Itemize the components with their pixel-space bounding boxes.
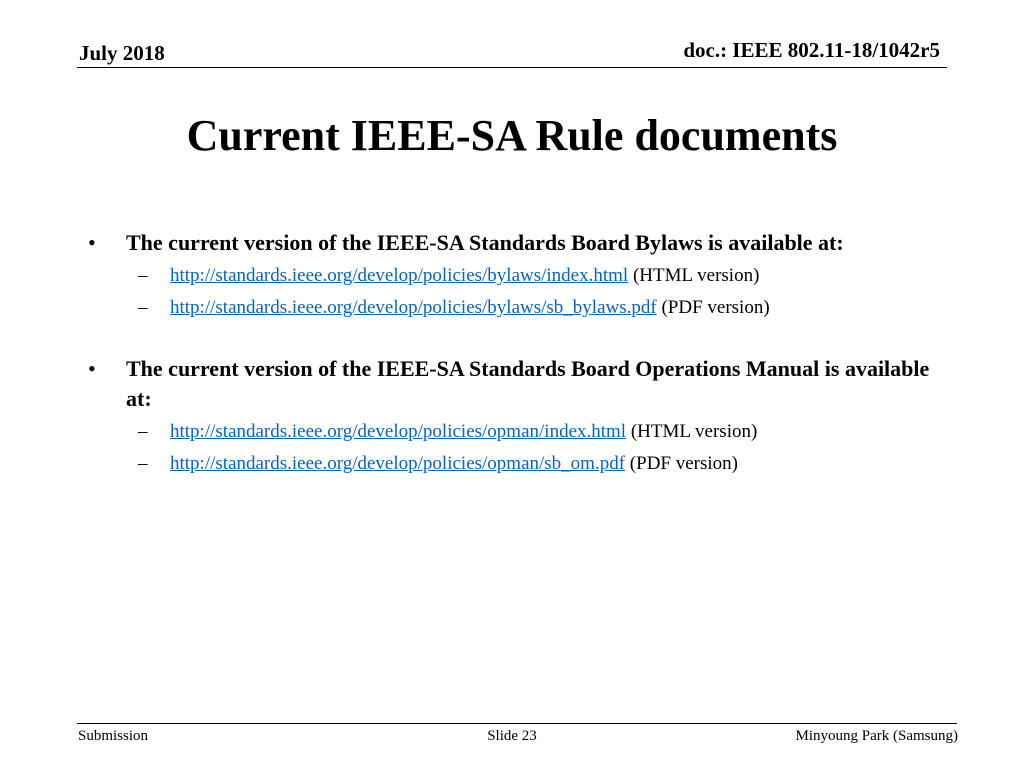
footer-slide-number: Slide 23	[487, 728, 537, 744]
sub-marker: –	[138, 421, 148, 442]
sub-marker: –	[138, 297, 148, 318]
bullet-text: The current version of the IEEE-SA Standards Board Operations Manual is available at:	[126, 356, 930, 411]
bullet-bylaws	[88, 228, 958, 322]
sub-marker: –	[138, 265, 148, 286]
bullet-text: The current version of the IEEE-SA Standards Board Bylaws is available at:	[126, 230, 844, 255]
bylaws-pdf-link[interactable]: http://standards.ieee.org/develop/policies/bylaws/sb_bylaws.pdf	[170, 297, 657, 318]
sub-item	[138, 449, 958, 478]
header-doc-id: doc.: IEEE 802.11-18/1042r5	[683, 38, 940, 62]
link-suffix: (HTML version)	[628, 265, 760, 286]
footer-divider	[77, 723, 957, 724]
footer-author: Minyoung Park (Samsung)	[795, 728, 958, 744]
sub-item	[138, 293, 958, 322]
opman-html-link[interactable]: http://standards.ieee.org/develop/policies/opman/index.html	[170, 421, 627, 442]
bylaws-html-link[interactable]: http://standards.ieee.org/develop/policies/bylaws/index.html	[170, 265, 629, 286]
sub-item	[138, 261, 958, 290]
sub-marker: –	[138, 453, 148, 474]
bullet-marker: •	[88, 356, 96, 381]
link-suffix: (PDF version)	[625, 453, 738, 474]
slide-content	[88, 228, 958, 510]
bullet-marker: •	[88, 230, 96, 255]
footer-submission: Submission	[78, 728, 149, 744]
sub-item	[138, 417, 958, 446]
opman-pdf-link[interactable]: http://standards.ieee.org/develop/policies/opman/sb_om.pdf	[170, 453, 626, 474]
header-date: July 2018	[79, 41, 165, 65]
bullet-opman	[88, 354, 958, 478]
link-suffix: (PDF version)	[656, 297, 770, 318]
header-divider	[77, 67, 947, 68]
link-suffix: (HTML version)	[626, 421, 758, 442]
slide-title: Current IEEE-SA Rule documents	[186, 111, 838, 160]
